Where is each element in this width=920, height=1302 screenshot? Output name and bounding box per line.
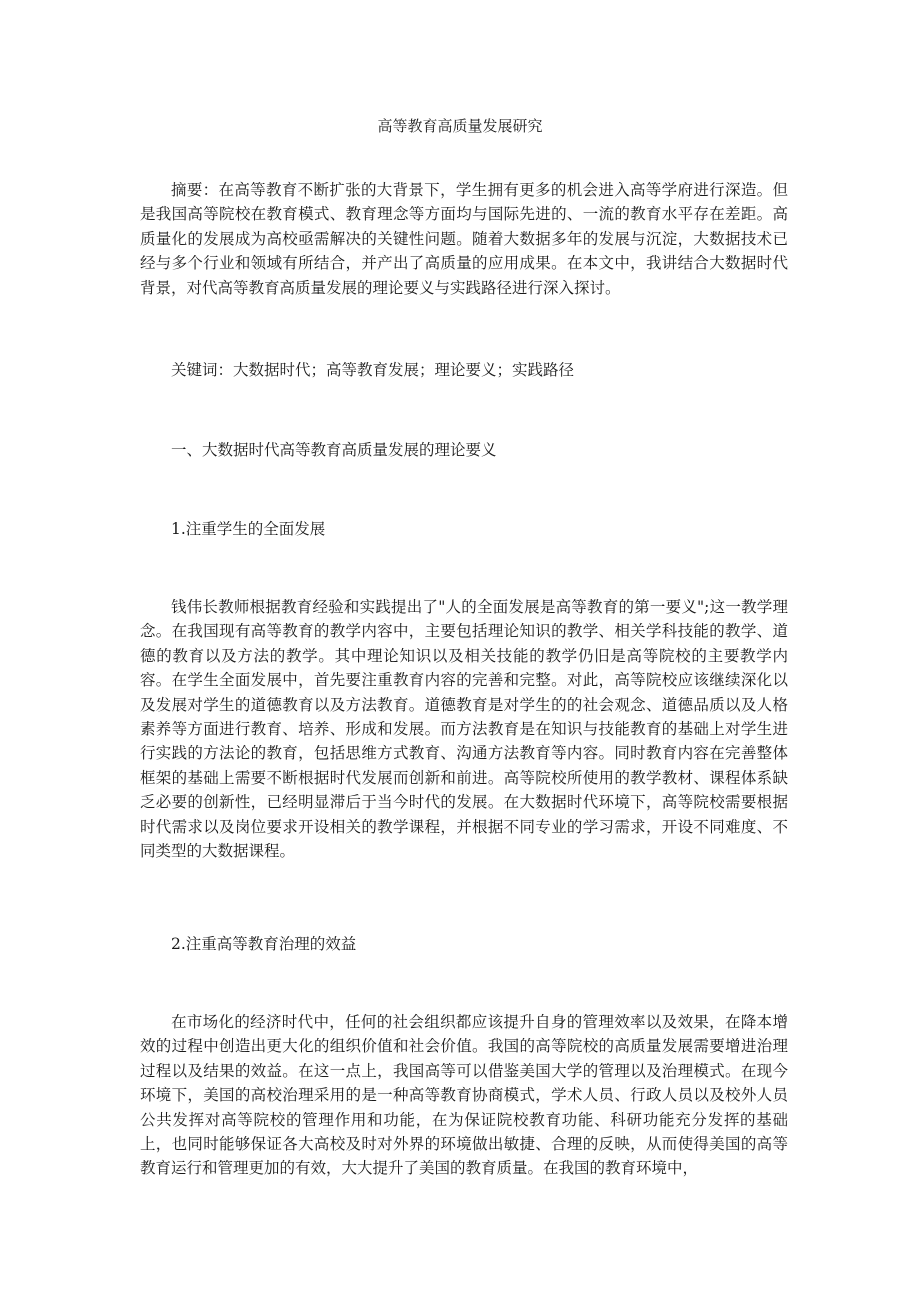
- abstract-paragraph: 摘要：在高等教育不断扩张的大背景下，学生拥有更多的机会进入高等学府进行深造。但是我国高等院校在教育模式、教育理念等方面均与国际先进的、一流的教育水平存在差距。高质量化的发展成为高校亟需解决的关键性问题。随着大数据多年的发展与沉淀，大数据技术已经与多个行业和领域有所结合，并产出了高质量的应用成果。在本文中，我讲结合大数据时代背景，对代高等教育高质量发展的理论要义与实践路径进行深入探讨。: [140, 181, 788, 297]
- section-heading-1: 一、大数据时代高等教育高质量发展的理论要义: [171, 441, 497, 459]
- document-title: 高等教育高质量发展研究: [377, 117, 543, 135]
- subsection-2-body: 在市场化的经济时代中，任何的社会组织都应该提升自身的管理效率以及效果，在降本增效的过程中创造出更大化的组织价值和社会价值。我国的高等院校的高质量发展需要增进治理过程以及结果的效益。在这一点上，我国高等可以借鉴美国大学的管理以及治理模式。在现今环境下，美国的高校治理采用的是一种高等教育协商模式，学术人员、行政人员以及校外人员公共发挥对高等院校的管理作用和功能，在为保证院校教育功能、科研功能充分发挥的基础上，也同时能够保证各大高校及时对外界的环境做出敏捷、合理的反映，从而使得美国的高等教育运行和管理更加的有效，大大提升了美国的教育质量。在我国的教育环境中，: [140, 1013, 788, 1178]
- subsection-heading-1: 1.注重学生的全面发展: [171, 520, 326, 538]
- keywords-line: 关键词：大数据时代；高等教育发展；理论要义；实践路径: [171, 361, 575, 379]
- subsection-1-body: 钱伟长教师根据教育经验和实践提出了"人的全面发展是高等教育的第一要义";这一教学理念。在我国现有高等教育的教学内容中，主要包括理论知识的教学、相关学科技能的教学、道德的教育以及方法的教学。其中理论知识以及相关技能的教学仍旧是高等院校的主要教学内容。在学生全面发展中，首先要注重教育内容的完善和完整。对此，高等院校应该继续深化以及发展对学生的道德教育以及方法教育。道德教育是对学生的的社会观念、道德品质以及人格素养等方面进行教育、培养、形成和发展。而方法教育是在知识与技能教育的基础上对学生进行实践的方法论的教育，包括思维方式教育、沟通方法教育等内容。同时教育内容在完善整体框架的基础上需要不断根据时代发展而创新和前进。高等院校所使用的教学教材、课程体系缺乏必要的创新性，已经明显滞后于当今时代的发展。在大数据时代环境下，高等院校需要根据时代需求以及岗位要求开设相关的教学课程，并根据不同专业的学习需求，开设不同难度、不同类型的大数据课程。: [140, 598, 788, 861]
- subsection-heading-2: 2.注重高等教育治理的效益: [171, 935, 357, 953]
